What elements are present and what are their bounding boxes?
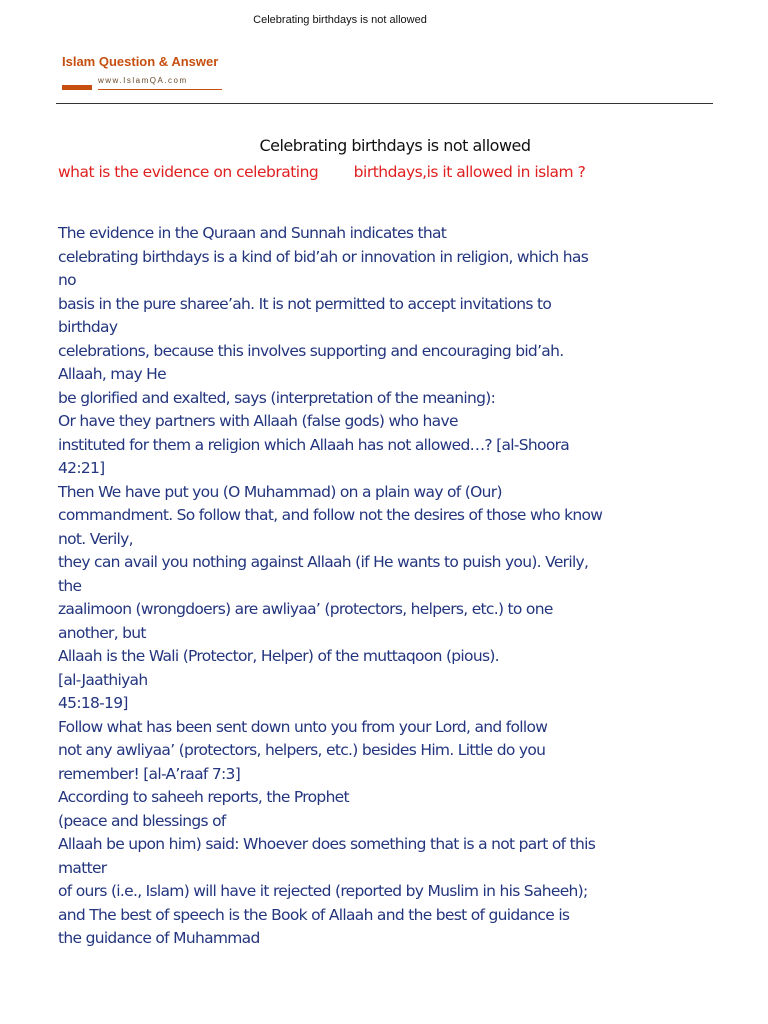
logo-underline (98, 89, 222, 90)
logo-url: www.IslamQA.com (98, 76, 188, 85)
answer-line: birthday (58, 318, 118, 336)
document-title: Celebrating birthdays is not allowed (259, 136, 531, 155)
answer-line: not. Verily, (58, 529, 133, 548)
islamqa-logo (62, 54, 222, 94)
answer-line: remember! [al-A’raaf 7:3] (58, 764, 241, 783)
answer-line: be glorified and exalted, says (interpretation of the meaning): (58, 388, 496, 407)
answer-line: matter (58, 858, 107, 877)
answer-line: not any awliyaa’ (protectors, helpers, etc.) besides Him. Little do you (58, 741, 546, 759)
answer-line: basis in the pure sharee’ah. It is not permitted to accept invitations to (58, 294, 552, 313)
running-header: Celebrating birthdays is not allowed (253, 14, 427, 26)
answer-line: The evidence in the Quraan and Sunnah indicates that (58, 224, 447, 242)
answer-line: 42:21] (58, 459, 105, 477)
answer-line: commandment. So follow that, and follow not the desires of those who know (58, 506, 603, 524)
answer-line: instituted for them a religion which Allaah has not allowed…? [al-Shoora (58, 435, 570, 454)
answer-line: Then We have put you (O Muhammad) on a plain way of (Our) (58, 482, 502, 501)
answer-line: celebrating birthdays is a kind of bid’ah or innovation in religion, which has (58, 247, 589, 266)
answer-line: and The best of speech is the Book of Allaah and the best of guidance is (58, 905, 570, 924)
answer-line: another, but (58, 623, 146, 642)
answer-line: of ours (i.e., Islam) will have it rejected (reported by Muslim in his Saheeh); (58, 882, 588, 900)
answer-line: (peace and blessings of (58, 811, 226, 830)
answer-line: the (58, 576, 82, 595)
answer-line: no (58, 271, 76, 289)
logo-bar (62, 85, 92, 90)
answer-line: Allaah, may He (58, 365, 166, 383)
answer-line: the guidance of Muhammad (58, 929, 260, 947)
logo-title: Islam Question & Answer (62, 54, 219, 69)
answer-line: [al-Jaathiyah (58, 670, 148, 689)
question-text: what is the evidence on celebrating birthdays,is it allowed in islam ? (58, 163, 586, 181)
header-divider (56, 103, 713, 104)
answer-line: According to saheeh reports, the Prophet (58, 788, 349, 806)
answer-line: Follow what has been sent down unto you from your Lord, and follow (58, 717, 548, 736)
answer-line: zaalimoon (wrongdoers) are awliyaa’ (protectors, helpers, etc.) to one (58, 600, 553, 618)
answer-line: celebrations, because this involves supporting and encouraging bid’ah. (58, 341, 564, 360)
answer-line: Allaah is the Wali (Protector, Helper) of the muttaqoon (pious). (58, 647, 499, 665)
answer-line: Or have they partners with Allaah (false gods) who have (58, 412, 458, 430)
answer-line: they can avail you nothing against Allaah (if He wants to puish you). Verily, (58, 553, 589, 571)
answer-body (58, 222, 728, 951)
answer-line: 45:18-19] (58, 694, 128, 712)
answer-line: Allaah be upon him) said: Whoever does something that is a not part of this (58, 835, 596, 853)
